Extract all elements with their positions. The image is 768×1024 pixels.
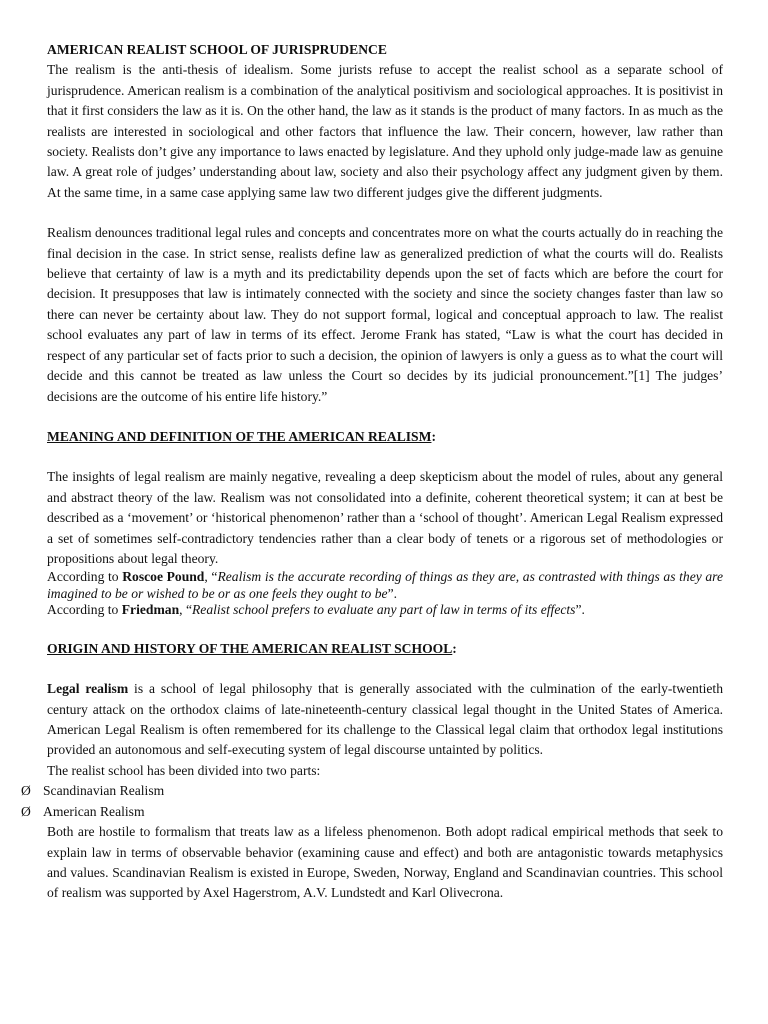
bullet-symbol-icon: Ø (21, 803, 31, 819)
pound-name: Roscoe Pound (122, 569, 205, 585)
heading-meaning-colon: : (431, 428, 436, 444)
quote-friedman (47, 602, 723, 619)
paragraph-realism-intro: The realism is the anti-thesis of idealism. Some jurists refuse to accept the realist school as a separate school of jurisprudence. American realism is a combination of the analytical positivism and sociological approaches. It is positivist in that it first considers the law as it is. On the other hand, the law as it stands is the product of many factors. In as much as the realists are interested in sociological and other factors that influence the law. Their concern, however, law rather than society. Realists don’t give any importance to laws enacted by legislature. And they uphold only judge-made law as genuine law. A great role of judges’ understanding about law, society and also their psychology affect any judgment given by them. At the same time, in a same case applying same law two different judges give the different judgments. (47, 62, 723, 200)
paragraph-hostile-formalism: Both are hostile to formalism that treats law as a lifeless phenomenon. Both adopt radical empirical methods that seek to explain law in terms of observable behavior (examining cause and effect) and both are antagonistic towards metaphysics and values. Scandinavian Realism is existed in Europe, Sweden, Norway, England and Scandinavian countries. This school of realism was supported by Axel Hagerstrom, A.V. Lundstedt and Karl Olivecrona. (47, 824, 723, 901)
heading-origin-text: ORIGIN AND HISTORY OF THE AMERICAN REALIST SCHOOL (47, 640, 453, 656)
spacer (47, 659, 723, 679)
pound-open: , “ (204, 569, 218, 585)
pound-prefix: According to (47, 569, 123, 585)
bullet-item (21, 802, 697, 822)
paragraph-legal-realism (47, 679, 723, 761)
spacer (47, 447, 723, 467)
bullet-symbol-icon: Ø (21, 783, 31, 799)
legal-realism-body: is a school of legal philosophy that is generally associated with the culmination of the early-twentieth century attack on the orthodox claims of late-nineteenth-century classical legal thought in the United States of America. American Legal Realism is often remembered for its challenge to the Classical legal claim that orthodox legal institutions provided an autonomous and self-executing system of legal discourse untainted by politics. (47, 681, 724, 758)
document-title: AMERICAN REALIST SCHOOL OF JURISPRUDENCE (47, 42, 387, 57)
spacer (47, 619, 723, 639)
bullet-text: American Realism (43, 803, 145, 819)
section-heading-meaning (47, 427, 723, 447)
spacer (47, 407, 723, 427)
paragraph-insights: The insights of legal realism are mainly negative, revealing a deep skepticism about the model of rules, about any general and abstract theory of the law. Realism was not consolidated into a definite, coherent theoretical system; it can at best be described as a ‘movement’ or ‘historical phenomenon’ rather than a ‘school of thought’. American Legal Realism expressed a set of sometimes self-contradictory tendencies rather than a clear body of tenets or a rigorous set of methodologies or propositions about legal theory. (47, 469, 723, 566)
heading-origin-colon: : (452, 640, 457, 656)
section-heading-origin (47, 639, 723, 659)
document-page (21, 40, 724, 904)
friedman-quote: Realist school prefers to evaluate any part of law in terms of its effects (191, 602, 576, 618)
friedman-open: , “ (179, 602, 192, 618)
friedman-prefix: According to (47, 602, 122, 618)
divided-line: The realist school has been divided into two parts: (47, 762, 321, 778)
quote-roscoe-pound (47, 569, 723, 602)
bullet-item (21, 781, 697, 801)
pound-close: ”. (387, 585, 397, 601)
heading-meaning-text: MEANING AND DEFINITION OF THE AMERICAN REALISM (47, 428, 432, 444)
legal-realism-term: Legal realism (47, 681, 129, 697)
friedman-close: ”. (575, 602, 585, 618)
bullet-text: Scandinavian Realism (43, 783, 165, 799)
pound-quote: Realism is the accurate recording of things as they are, as contrasted with things as they are imagined to be or wished to be or as one feels they ought to be (47, 569, 724, 601)
friedman-name: Friedman (121, 602, 180, 618)
paragraph-realism-denounces: Realism denounces traditional legal rules and concepts and concentrates more on what the courts actually do in reaching the final decision in the case. In strict sense, realists define law as generalized prediction of what the courts will do. Realists believe that certainty of law is a myth and its predictability depends upon the set of facts which are before the court for decision. It presupposes that law is intimately connected with the society and since the society changes faster than law so there can never be certainty about law. They do not support formal, logical and conceptual approach to law. The realist school evaluates any part of law in terms of its effect. Jerome Frank has stated, “Law is what the court has decided in respect of any particular set of facts prior to such a decision, the opinion of lawyers is only a guess as to what the court will decide and this cannot be treated as law unless the Court so decides by its judicial pronouncement.”[1] The judges’ decisions are the outcome of his entire life history.” (47, 225, 723, 404)
spacer (47, 203, 723, 223)
